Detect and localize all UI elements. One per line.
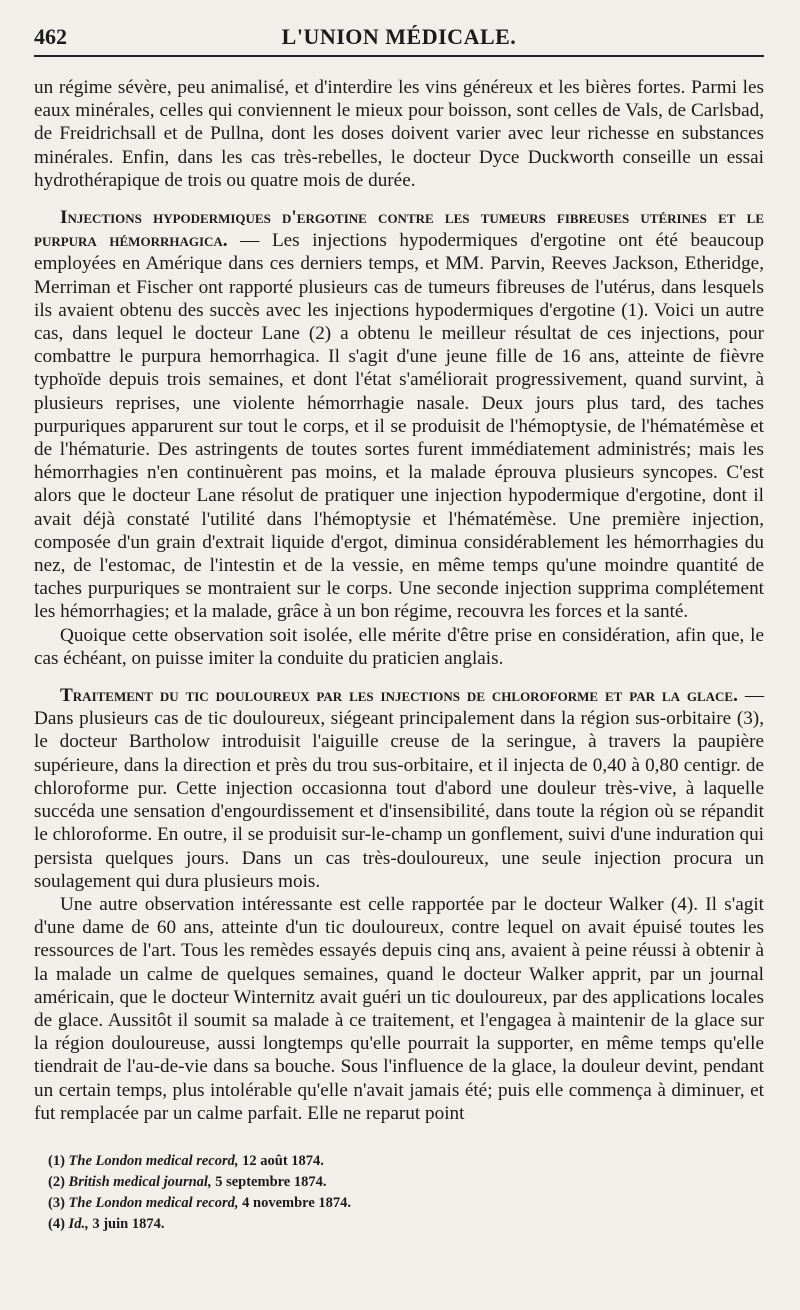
section-heading: Injections hypodermiques d'ergotine contre les tumeurs fibreuses utérines et le purpura hémorrhagica. (34, 207, 764, 252)
running-title: L'UNION MÉDICALE. (281, 24, 517, 49)
paragraph: Quoique cette observation soit isolée, elle mérite d'être prise en considération, afin que, le cas échéant, on puisse imiter la conduite du praticien anglais. (34, 624, 764, 669)
paragraph: un régime sévère, peu animalisé, et d'interdire les vins généreux et les bières fortes. Parmi les eaux minérales, celles qui conviennent le mieux pour boisson, sont celles de Vals, de Carlsbad, de Freidrichsall et de Pullna, dont les doses doivent varier avec leur richesse en substances minérales. Enfin, dans les cas très-rebelles, le docteur Dyce Duckworth conseille un essai hydrothérapique de trois ou quatre mois de durée. (34, 77, 764, 191)
footnote: (3) The London medical record, 4 novembre 1874. (48, 1194, 352, 1211)
section-ergotine (34, 206, 764, 624)
footnote: (2) British medical journal, 5 septembre 1874. (48, 1173, 327, 1190)
section-text: — Dans plusieurs cas de tic douloureux, siégeant principalement dans la région sus-orbitaire (3), le docteur Bartholow introduisit l'aiguille creuse de la seringue, à travers la paupière supérieure, dans la direction et près du trou sus-orbitaire, et il injecta de 0,40 à 0,80 centigr. de chloroforme pur. Cette injection occasionna tout d'abord une douleur très-vive, à laquelle succéda une sensation d'engourdissement et d'insensibilité, dans toute la région où se répandit le chloroforme. En outre, il se produisit sur-le-champ un gonflement, suivi d'une induration qui persista quelques jours. Dans un cas très-douloureux, une seule injection procura un soulagement qui dura plusieurs mois. (34, 685, 765, 892)
footnote: (4) Id., 3 juin 1874. (48, 1215, 165, 1232)
header-rule (34, 55, 764, 57)
section-tic-douloureux (34, 684, 764, 893)
page-number: 462 (34, 24, 67, 49)
section-heading: Traitement du tic douloureux par les injections de chloroforme et par la glace. (60, 685, 738, 707)
article-body (34, 76, 764, 1125)
section-text: — Les injections hypodermiques d'ergotine ont été beaucoup employées en Amérique dans ces derniers temps, et MM. Parvin, Reeves Jackson, Etheridge, Merriman et Fischer ont rapporté plusieurs cas de tumeurs fibreuses de l'utérus, dans lesquels ils avaient obtenu des succès avec les injections hypodermiques d'ergotine (1). Voici un autre cas, dans lequel le docteur Lane (2) a obtenu le meilleur résultat de ces injections, pour combattre le purpura hemorrhagica. Il s'agit d'une jeune fille de 16 ans, atteinte de fièvre typhoïde depuis trois semaines, et dont l'état s'améliorait progressivement, quand survint, à plusieurs reprises, une violente hémorrhagie nasale. Deux jours plus tard, des taches purpuriques apparurent sur tout le corps, et il se produisit de l'hémoptysie, de l'hématémèse et de l'hématurie. Des astringents de toutes sortes furent immédiatement administrés; mais les hémorrhagies n'en continuèrent pas moins, et la malade éprouva plusieurs syncopes. C'est alors que le docteur Lane résolut de pratiquer une injection hypodermique d'ergotine, dont il avait déjà constaté l'utilité dans l'hémoptysie et l'hématémèse. Une première injection, composée d'un grain d'extrait liquide d'ergot, diminua considérablement les hémorrhagies du nez, de l'estomac, de l'intestin et de la vessie, en même temps qu'une moindre quantité de taches purpuriques se montraient sur le corps. Une seconde injection supprima complétement les hémorrhagies; et la malade, grâce à un bon régime, recouvra les forces et la santé. (34, 230, 764, 623)
paragraph: Une autre observation intéressante est celle rapportée par le docteur Walker (4). Il s'agit d'une dame de 60 ans, atteinte d'un tic douloureux, contre lequel on avait épuisé toutes les ressources de l'art. Tous les remèdes essayés depuis cinq ans, avaient à peine réussi à obtenir à la malade un calme de quelques semaines, quand le docteur Walker apprit, par un journal américain, que le docteur Winternitz avait guéri un tic douloureux, par des applications locales de glace. Aussitôt il soumit sa malade à ce traitement, et l'engagea à maintenir de la glace sur la région douloureuse, aussi longtemps qu'elle pourrait la supporter, en même temps qu'elle tiendrait de l'au-de-vie dans sa bouche. Sous l'influence de la glace, la douleur devint, pendant un certain temps, plus intolérable qu'elle n'avait jamais été; puis elle commença à diminuer, et fut remplacée par un calme parfait. Elle ne reparut point (34, 893, 764, 1124)
page-header (34, 18, 764, 54)
footnotes (34, 1151, 764, 1235)
footnote: (1) The London medical record, 12 août 1874. (48, 1152, 324, 1169)
